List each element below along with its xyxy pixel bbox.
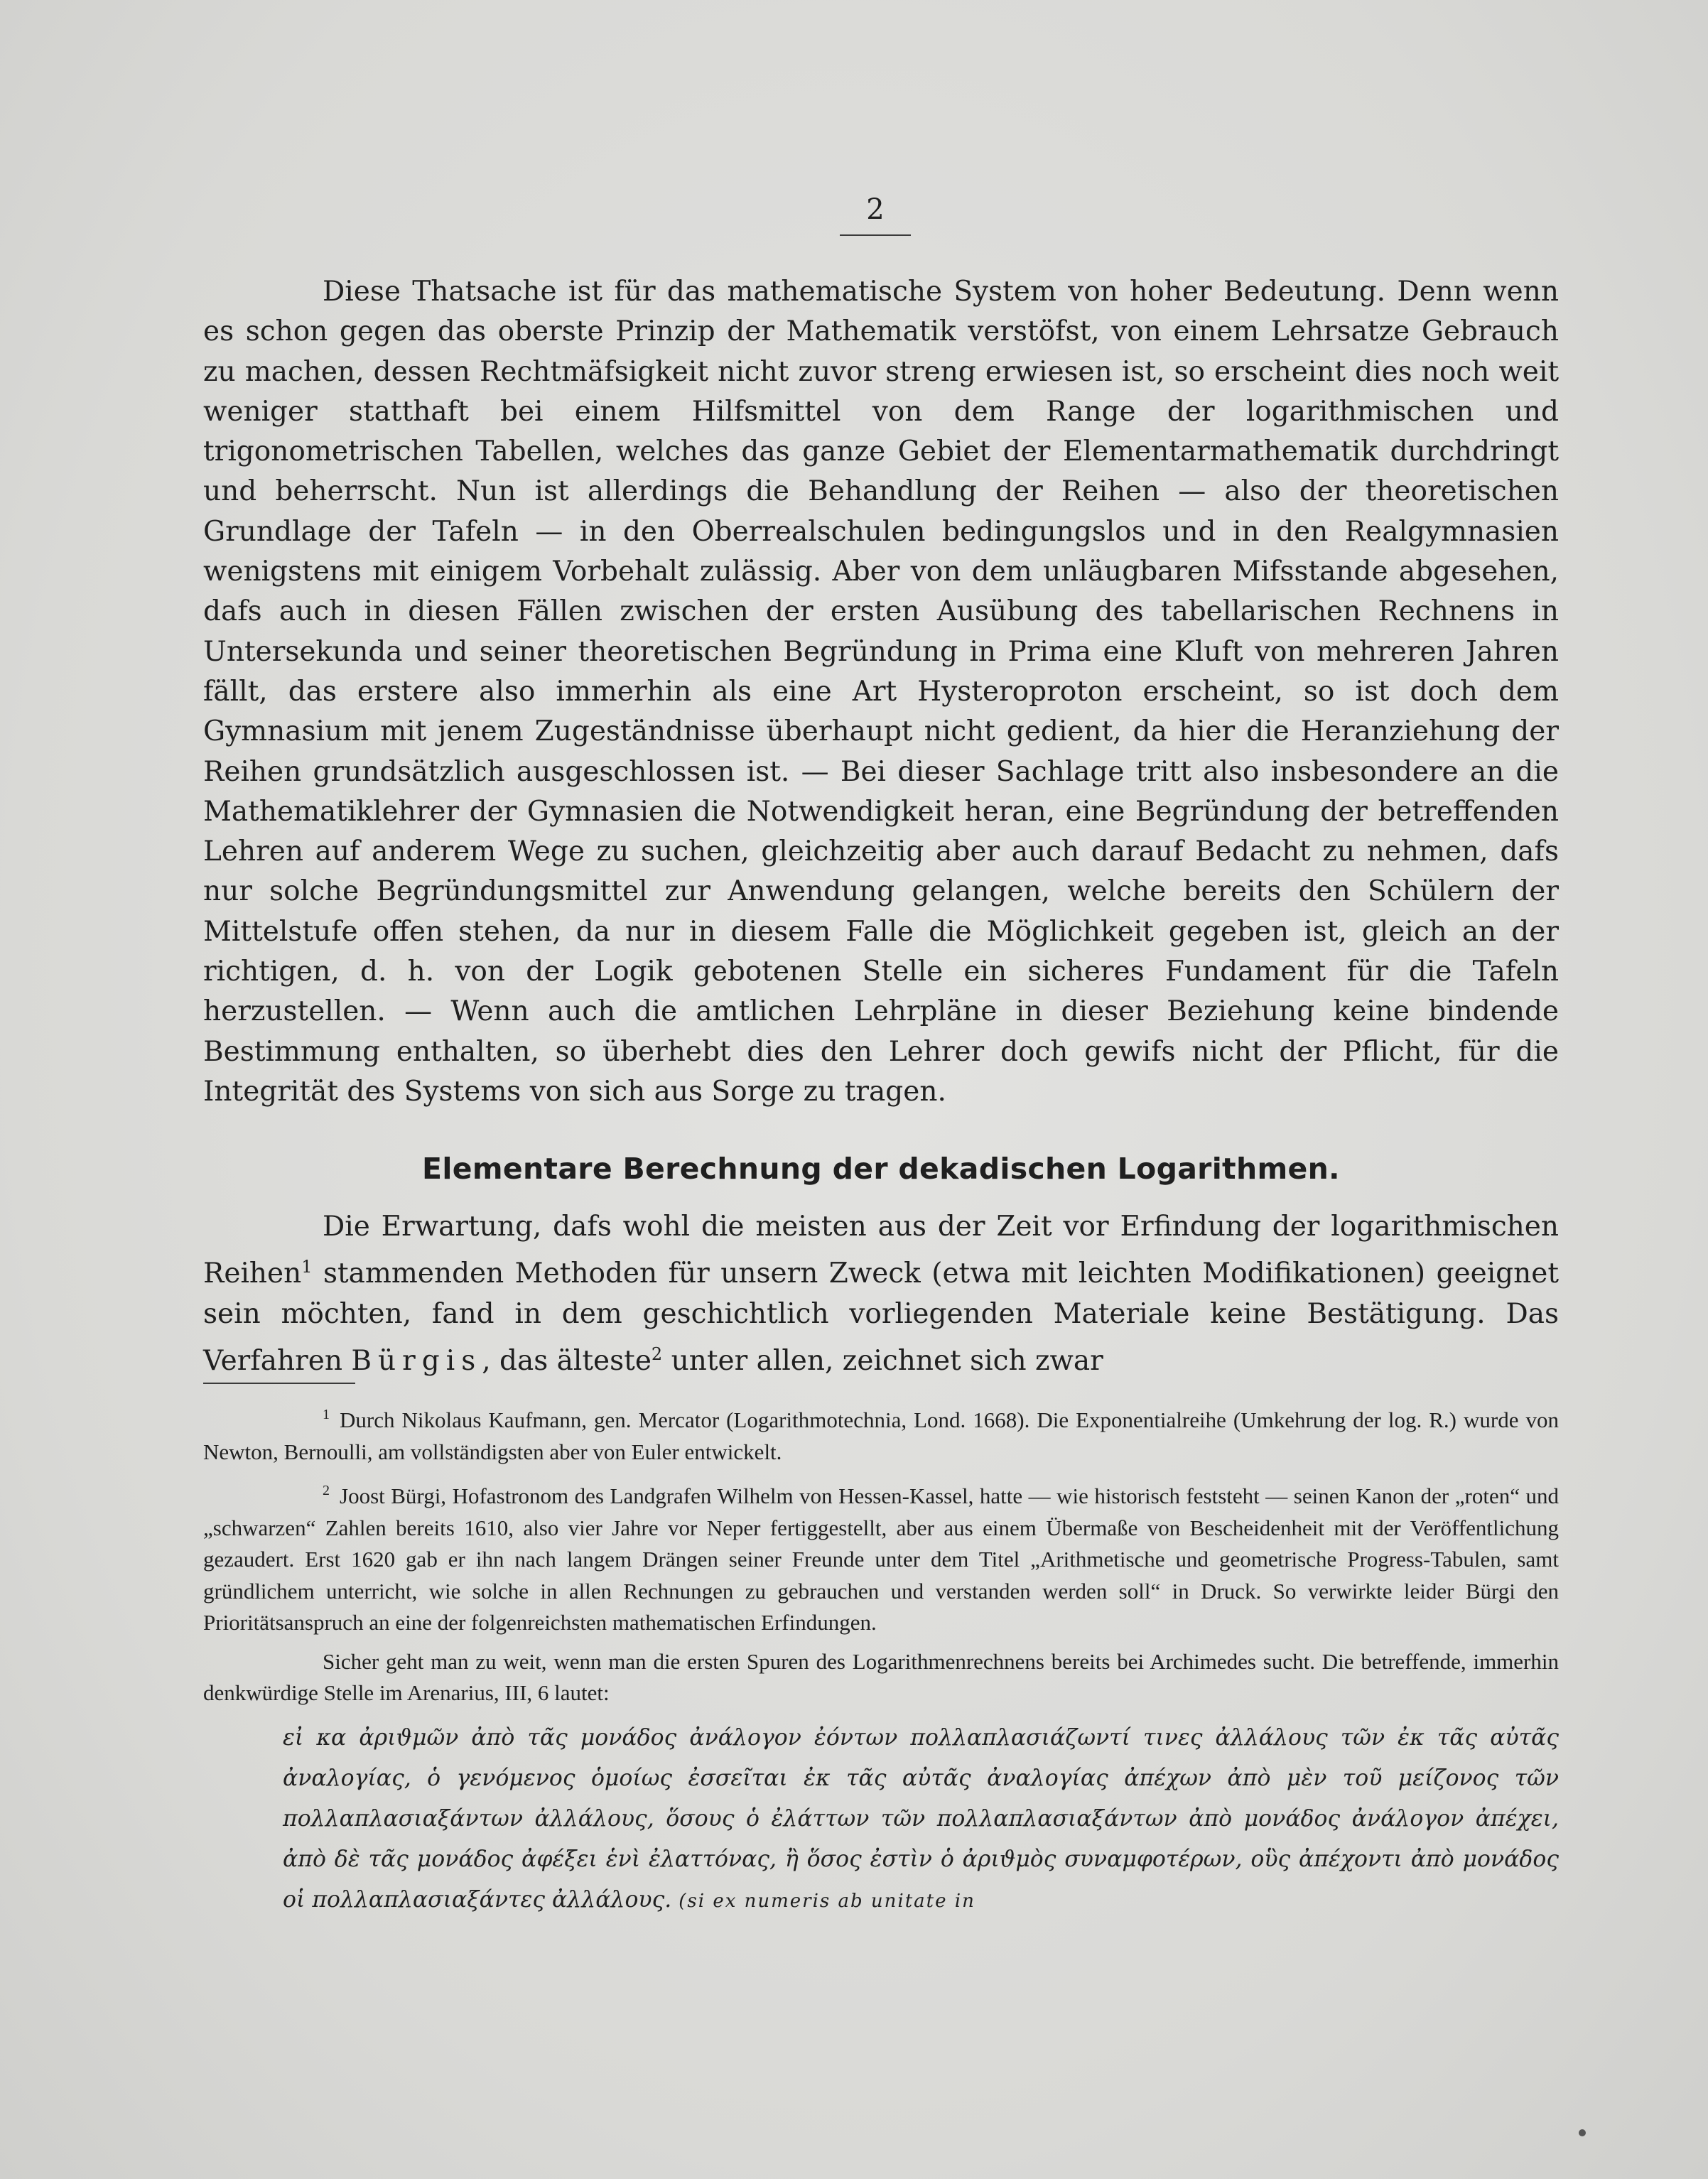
section-text-part: unter allen, zeichnet sich zwar	[662, 1344, 1103, 1377]
footnote-marker: 2	[323, 1483, 330, 1498]
section-text-part: Die Erwartung, dafs wohl die meisten aus der Zeit vor Erfindung der logarithmischen Reihen	[203, 1211, 1559, 1290]
person-name: Bürgis	[351, 1344, 482, 1377]
body-text	[203, 272, 1559, 1112]
ink-speck	[1579, 2129, 1586, 2136]
footnote-ref: 1	[301, 1257, 313, 1277]
page-number: 2	[866, 193, 885, 226]
section-heading: Elementare Berechnung der dekadischen Logarithmen.	[422, 1152, 1340, 1186]
footnotes	[203, 1399, 1559, 1922]
footnote-ref: 2	[651, 1343, 663, 1364]
footnote	[203, 1475, 1559, 1639]
section-body	[203, 1207, 1559, 1381]
section-text-part: stammenden Methoden für unsern Zweck (etwa mit leichten Modifikationen) geeignet sein möchten, fand in dem geschichtlich vorliegenden Materiale keine Bestätigung. Das Verfahren	[203, 1258, 1559, 1377]
section-text-part: , das älteste	[482, 1344, 652, 1377]
footnote-marker: 1	[323, 1407, 330, 1422]
latin-translation-fragment: (si ex numeris ab unitate in	[679, 1890, 975, 1912]
body-paragraph: Diese Thatsache ist für das mathematische System von hoher Bedeutung. Denn wenn es schon gegen das oberste Prinzip der Mathematik verstöfst, von einem Lehrsatze Gebrauch zu machen, dessen Rechtmäfsigkeit nicht zuvor streng erwiesen ist, so erscheint dies noch weit weniger statthaft bei einem Hilfsmittel von dem Range der logarithmischen und trigonometrischen Tabellen, welches das ganze Gebiet der Elementarmathematik durchdringt und beherrscht. Nun ist allerdings die Behandlung der Reihen — also der theoretischen Grundlage der Tafeln — in den Oberrealschulen bedingungslos und in den Realgymnasien wenigstens mit einigem Vorbehalt zulässig. Aber von dem unläugbaren Mifsstande abgesehen, dafs auch in diesen Fällen zwischen der ersten Ausübung des tabellarischen Rechnens in Untersekunda und seiner theoretischen Begründung in Prima eine Kluft von mehreren Jahren fällt, das erstere also immerhin als eine Art Hysteroproton erscheint, so ist doch dem Gymnasium mit jenem Zugeständnisse überhaupt nicht gedient, da hier die Heranziehung der Reihen grundsätzlich ausgeschlossen ist. — Bei dieser Sachlage tritt also insbesondere an die Mathematiklehrer der Gymnasien die Notwendigkeit heran, eine Begründung der betreffenden Lehren auf anderem Wege zu suchen, gleichzeitig aber auch darauf Bedacht zu nehmen, dafs nur solche Begründungsmittel zur Anwendung gelangen, welche bereits den Schülern der Mittelstufe offen stehen, da nur in diesem Falle die Möglichkeit gegeben ist, gleich an der richtigen, d. h. von der Logik gebotenen Stelle ein sicheres Fundament für die Tafeln herzustellen. — Wenn auch die amtlichen Lehrpläne in dieser Beziehung keine bindende Bestimmung enthalten, so überhebt dies den Lehrer doch gewifs nicht der Pflicht, für die Integrität des Systems von sich aus Sorge zu tragen.	[203, 276, 1559, 1108]
section-paragraph	[203, 1207, 1559, 1381]
greek-quotation	[203, 1718, 1559, 1922]
greek-text: εἰ κα ἀριϑμῶν ἀπὸ τᾶς μονάδος ἀνάλογον ἐόντων πολλαπλασιάζωντί τινες ἀλλάλους τῶν ἐκ τᾶς αὐτᾶς ἀναλογίας, ὁ γενόμενος ὁμοίως ἐσσεῖται ἐκ τᾶς αὐτᾶς ἀναλογίας ἀπέχων ἀπὸ μὲν τοῦ μείζονος τῶν πολλαπλασιαξάντων ἀλλάλους, ὅσους ὁ ἐλάττων τῶν πολλαπλασιαξάντων ἀπὸ μονάδος ἀνάλογον ἀπέχει, ἀπὸ δὲ τᾶς μονάδος ἀφέξει ἑνὶ ἐλαττόνας, ἢ ὅσος ἐστὶν ὁ ἀριϑμὸς συναμφοτέρων, οὓς ἀπέχοντι ἀπὸ μονάδος οἱ πολλαπλασιαξάντες ἀλλάλους.	[283, 1724, 1559, 1913]
footnote-text: Durch Nikolaus Kaufmann, gen. Mercator (Logarithmotechnia, Lond. 1668). Die Exponentialreihe (Umkehrung der log. R.) wurde von Newton, Bernoulli, am vollständigsten aber von Euler entwickelt.	[203, 1407, 1559, 1464]
page-number-rule	[840, 234, 911, 236]
footnote-rule	[203, 1383, 355, 1384]
footnote-text: Joost Bürgi, Hofastronom des Landgrafen Wilhelm von Hessen-Kassel, hatte — wie historisch feststeht — seinen Kanon der „roten“ und „schwarzen“ Zahlen bereits 1610, also vier Jahre vor Neper fertiggestellt, aber aus einem Übermaße von Bescheidenheit mit der Veröffentlichung gezaudert. Erst 1620 gab er ihn nach langem Drängen seiner Freunde unter dem Titel „Arithmetische und geometrische Progress-Tabulen, samt gründlichem unterricht, wie solche in allen Rechnungen zu gebrauchen und verstanden werden soll“ in Druck. So verwirkte leider Bürgi den Prioritätsanspruch an eine der folgenreichsten mathematischen Erfindungen.	[203, 1483, 1559, 1635]
footnote	[203, 1399, 1559, 1468]
footnote-continuation: Sicher geht man zu weit, wenn man die ersten Spuren des Logarithmenrechnens bereits bei Archimedes sucht. Die betreffende, immerhin denkwürdige Stelle im Arenarius, III, 6 lautet:	[203, 1648, 1559, 1705]
